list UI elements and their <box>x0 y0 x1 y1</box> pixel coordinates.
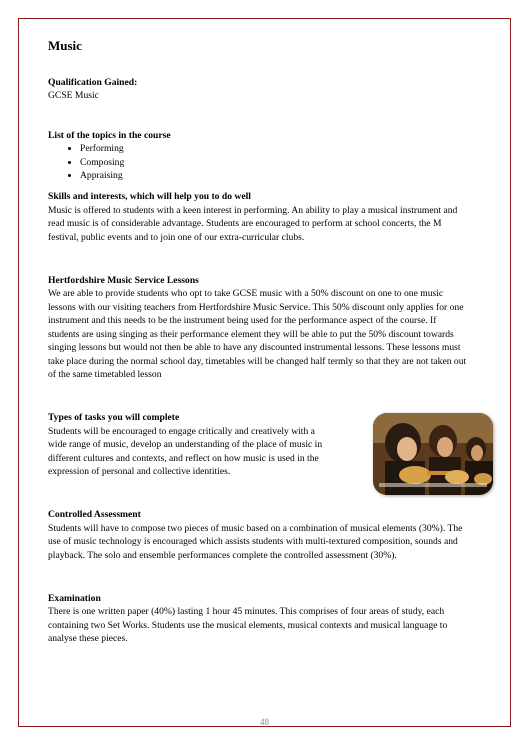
topic-item: • Appraising <box>80 169 468 182</box>
tasks-body: Students will be encouraged to engage critically and creatively with a wide range of music, develop an understanding of the place of music in different cultures and contexts, and reflect on how music is used in the expression of personal and collective identities. <box>48 425 323 477</box>
topic-item: • Performing <box>80 142 468 155</box>
skills-body: Music is offered to students with a keen interest in performing. An ability to play a musical instrument and read music is of considerable advantage. Students are encouraged to perform at school concerts, the M festival, public events and to join one of our extra-curricular clubs. <box>48 204 458 243</box>
skills-heading: Skills and interests, which will help you to do well <box>48 191 251 203</box>
controlled-assessment-section <box>48 508 468 562</box>
topics-heading: List of the topics in the course <box>48 129 171 141</box>
topics-list <box>48 142 468 182</box>
document-body <box>48 38 468 646</box>
tasks-heading: Types of tasks you will complete <box>48 412 180 424</box>
topics-section <box>48 129 468 183</box>
examination-section <box>48 592 468 646</box>
hertfordshire-body: We are able to provide students who opt to take GCSE music with a 50% discount on one to one music lessons with our visiting teachers from Hertfordshire Music Service. This 50% discount only applies for one instrument and this needs to be the instrument being used for the performance aspect of the course. If students are using singing as their performance element they will be able to put the 50% discount towards singing lessons but would not then be able to have any discounted instrumental lessons. These lessons must take place during the normal school day, timetables will be changed half termly so that they are not taken out of the same timetabled lesson <box>48 288 467 380</box>
tasks-section <box>48 411 468 478</box>
controlled-body: Students will have to compose two pieces of music based on a combination of musical elements (30%). The use of music technology is encouraged which assists students with multi-textured composition, sounds and playback. The solo and ensemble performances complete the controlled assessment (30%). <box>48 522 463 561</box>
topic-item: • Composing <box>80 156 468 169</box>
qualification-section <box>48 76 468 103</box>
examination-body: There is one written paper (40%) lasting 1 hour 45 minutes. This comprises of four areas of study, each containing two Set Works. Students use the musical elements, musical contexts and musical language to analyse these pieces. <box>48 606 448 645</box>
page-title: Music <box>48 38 82 53</box>
qualification-heading: Qualification Gained: <box>48 77 138 88</box>
examination-heading: Examination <box>48 592 101 604</box>
students-playing-ukuleles-photo <box>373 413 493 495</box>
qualification-value: GCSE Music <box>48 90 99 102</box>
page-number: 48 <box>260 717 269 727</box>
controlled-heading: Controlled Assessment <box>48 509 141 521</box>
hertfordshire-heading: Hertfordshire Music Service Lessons <box>48 275 199 287</box>
skills-section <box>48 190 468 244</box>
hertfordshire-section <box>48 274 468 381</box>
